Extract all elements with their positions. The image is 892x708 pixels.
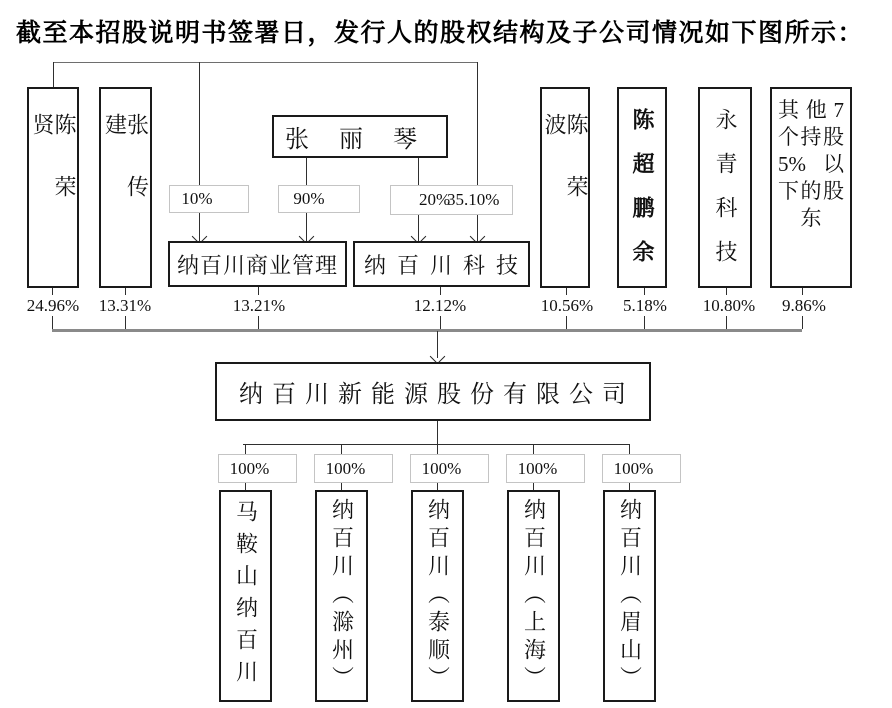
shareholder-box-zhangliqin [272,115,448,158]
holding-pct: 20% [419,190,451,209]
sub-pct: 100% [325,458,366,478]
sub-pct: 100% [613,458,654,478]
shareholder-name: 其他7个持股5%以下的股东 [778,98,844,230]
shareholder-name: 陈荣贤 [30,113,77,237]
holding-tag-90pct [278,185,360,213]
shareholder-name: 陈荣波 [542,113,589,237]
shareholder-box-chenrongxian [27,87,79,288]
sub-pct: 100% [517,458,558,478]
holding-tag-10pct [169,185,249,213]
sub-tag-100pct-1 [218,454,297,483]
stake-pct-zhangchuanjian: 13.31% [95,295,155,316]
shareholder-box-shangyeguanli [168,241,347,287]
shareholder-box-zhangchuanjian [99,87,152,288]
subsidiary-name: 纳百川（上海） [521,498,547,694]
holding-pct: 10% [181,189,213,208]
stake-pct-yongqingkeji: 10.80% [699,295,759,316]
stake-pct-keji: 12.12% [410,295,470,316]
stake-pct-shangyeguanli: 13.21% [229,295,289,316]
company-box-issuer [215,362,651,421]
stake-pct-other-holders: 9.86% [778,295,830,316]
stake-pct-chenrongbo: 10.56% [537,295,597,316]
connector-top-horizontal [53,62,477,63]
shareholder-box-chenchaopengyu [617,87,667,288]
shareholder-name: 永青科技 [713,107,738,284]
shareholder-name: 纳百川科技 [364,252,530,278]
sub-tag-100pct-5 [602,454,681,483]
sub-pct: 100% [421,458,462,478]
shareholder-box-other-holders [770,87,852,288]
subsidiary-box-taishun [411,490,464,702]
shareholder-name: 陈超鹏余 [630,107,655,284]
company-name: 纳百川新能源股份有限公司 [239,382,635,408]
shareholder-box-keji [353,241,530,287]
subsidiary-name: 纳百川（滁州） [329,498,355,694]
connector-10pct-line [199,62,200,241]
subsidiary-name: 纳百川（眉山） [617,498,643,694]
sub-tag-100pct-4 [506,454,585,483]
connector-drop-chenrongxian [53,62,54,87]
subsidiary-name: 马鞍山纳百川 [233,500,259,692]
shareholder-bus-line [52,329,802,332]
holding-pct: 35.10% [447,190,500,209]
subsidiary-box-shanghai [507,490,560,702]
sub-pct: 100% [229,458,270,478]
subsidiary-box-meishan [603,490,656,702]
subsidiary-box-chuzhou [315,490,368,702]
holding-pct: 90% [293,189,325,208]
shareholder-name: 张传建 [102,113,150,237]
page-title: 截至本招股说明书签署日，发行人的股权结构及子公司情况如下图所示： [16,19,865,47]
stake-pct-chenrongxian: 24.96% [23,295,83,316]
shareholder-box-yongqingkeji [698,87,752,288]
connector-company-trunk [437,421,438,444]
subsidiary-name: 纳百川（泰顺） [425,498,451,694]
stake-pct-chenchaopengyu: 5.18% [619,295,671,316]
shareholder-box-chenrongbo [540,87,590,288]
shareholder-name: 张丽琴 [285,127,447,153]
sub-tag-100pct-2 [314,454,393,483]
sub-tag-100pct-3 [410,454,489,483]
subsidiary-box-maanshan [219,490,272,702]
holding-tag-20-3510pct [390,185,513,215]
shareholder-name: 纳百川商业管理 [176,252,338,278]
